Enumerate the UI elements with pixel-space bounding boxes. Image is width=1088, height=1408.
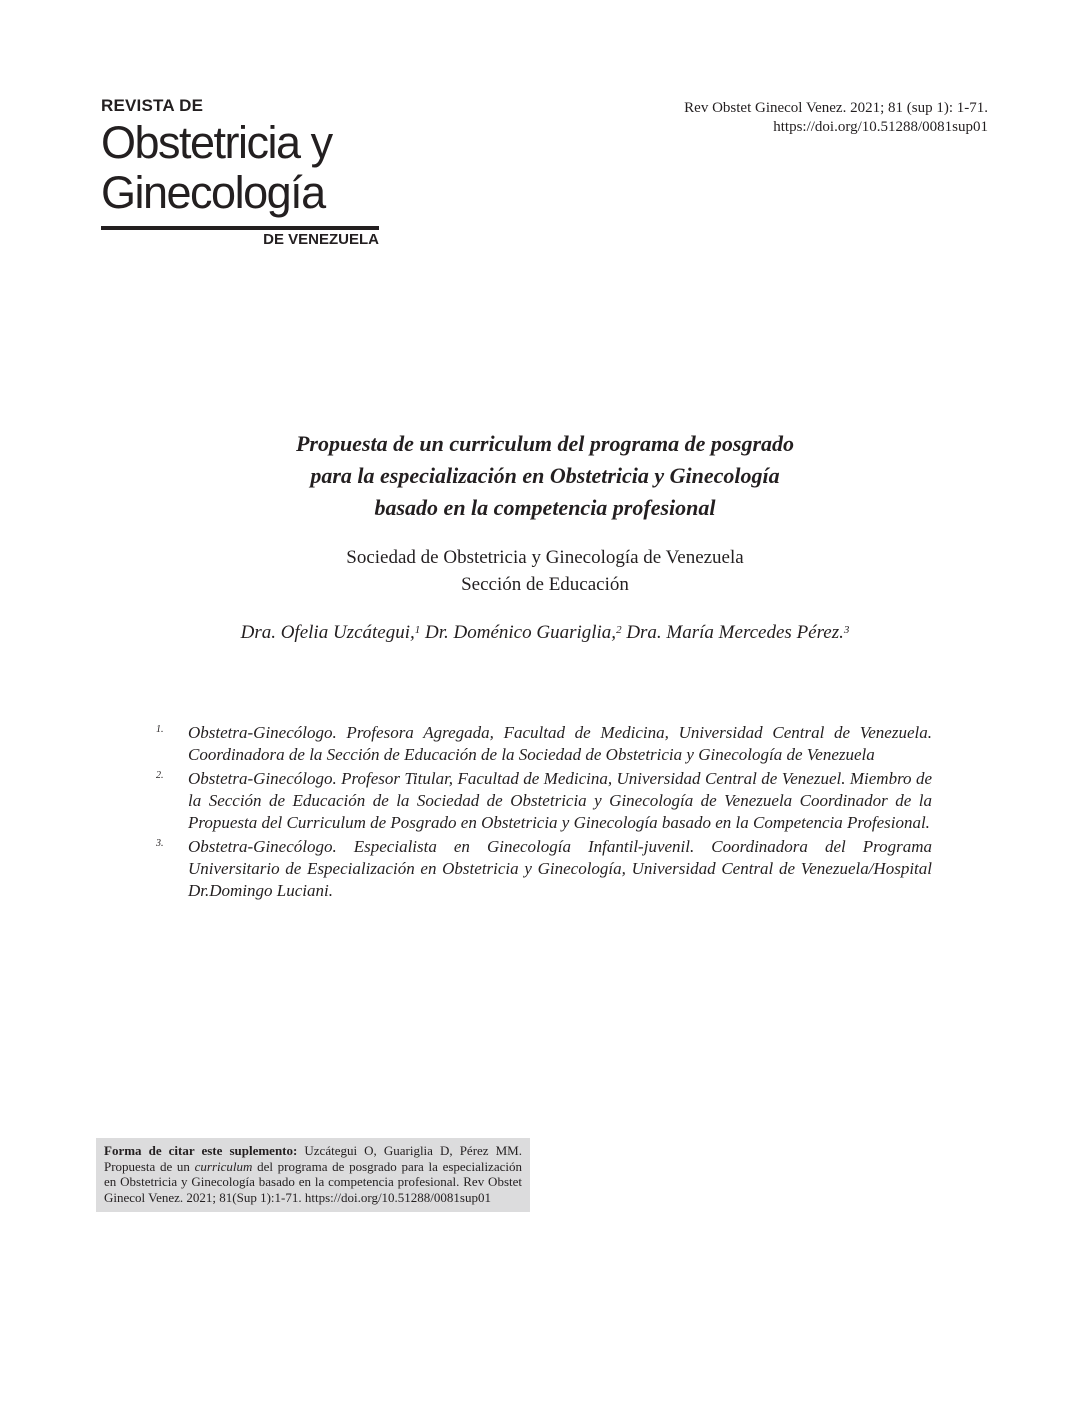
affiliation-text: Obstetra-Ginecólogo. Especialista en Ginecología Infantil-juvenil. Coordinadora del Programa Universitario de Especialización en Obstetricia y Ginecología, Universidad Central de Venezuela/Hospital Dr.Domingo Luciani. — [188, 837, 932, 900]
title-line-2: para la especialización en Obstetricia y Ginecología — [310, 463, 780, 488]
affiliation-number: 1. — [156, 724, 164, 735]
affiliation-item — [156, 768, 932, 834]
logo-top-text: REVISTA DE — [101, 96, 204, 115]
affiliation-item — [156, 836, 932, 902]
affiliation-text: Obstetra-Ginecólogo. Profesora Agregada, Facultad de Medicina, Universidad Central de Venezuela. Coordinadora de la Sección de Educación de la Sociedad de Obstetricia y Ginecología de Venezuela — [188, 723, 932, 764]
citation-header — [684, 99, 988, 137]
citation-text-b: del programa de posgrado para la especialización en Obstetricia y Ginecología basado en la competencia profesional. Rev Obstet Ginecol Venez. 2021; 81(Sup 1):1-71. https://doi.org/10.51288/0081sup01 — [104, 1158, 522, 1205]
logo-line-1: Obstetricia y — [101, 117, 332, 168]
citation-label: Forma de citar este suplemento: — [104, 1143, 298, 1158]
affiliation-item — [156, 722, 932, 766]
section-name: Sección de Educación — [461, 574, 629, 595]
society-name: Sociedad de Obstetricia y Ginecología de Venezuela — [346, 547, 744, 568]
author-name: Dra. María Mercedes Pérez. — [626, 622, 844, 643]
author-sup: 3 — [843, 624, 850, 636]
affiliation-text: Obstetra-Ginecólogo. Profesor Titular, Facultad de Medicina, Universidad Central de Venezuel. Miembro de la Sección de Educación de la Sociedad de Obstetricia y Ginecología de Venezuela Coordinador de la Propuesta del Curriculum de Posgrado en Obstetricia y Ginecología basado en la Competencia Profesional. — [188, 769, 932, 832]
affiliation-number: 2. — [156, 770, 164, 781]
authors-line — [150, 620, 940, 646]
citation-text-a: Uzcátegui O, Guariglia D, Pérez MM. Propuesta de un — [104, 1143, 522, 1174]
title-line-1: Propuesta de un curriculum del programa de posgrado — [295, 431, 795, 456]
citation-box — [96, 1138, 530, 1212]
citation-text-italic: curriculum — [194, 1158, 253, 1174]
organization — [150, 544, 940, 598]
author-sup: 2 — [616, 624, 622, 636]
title-line-3: basado en la competencia profesional — [374, 495, 716, 520]
doi-link[interactable]: https://doi.org/10.51288/0081sup01 — [773, 119, 988, 135]
author-name: Dr. Doménico Guariglia, — [425, 622, 617, 643]
affiliations-list — [156, 722, 932, 904]
logo-bottom-text: DE VENEZUELA — [263, 231, 379, 248]
journal-reference: Rev Obstet Ginecol Venez. 2021; 81 (sup 1): 1-71. — [684, 100, 988, 116]
logo-line-2: Ginecología — [101, 167, 325, 218]
author-sup: 1 — [414, 624, 421, 636]
journal-logo — [101, 96, 379, 250]
affiliation-number: 3. — [156, 838, 164, 849]
author-name: Dra. Ofelia Uzcátegui, — [240, 622, 415, 643]
article-title — [150, 428, 940, 524]
